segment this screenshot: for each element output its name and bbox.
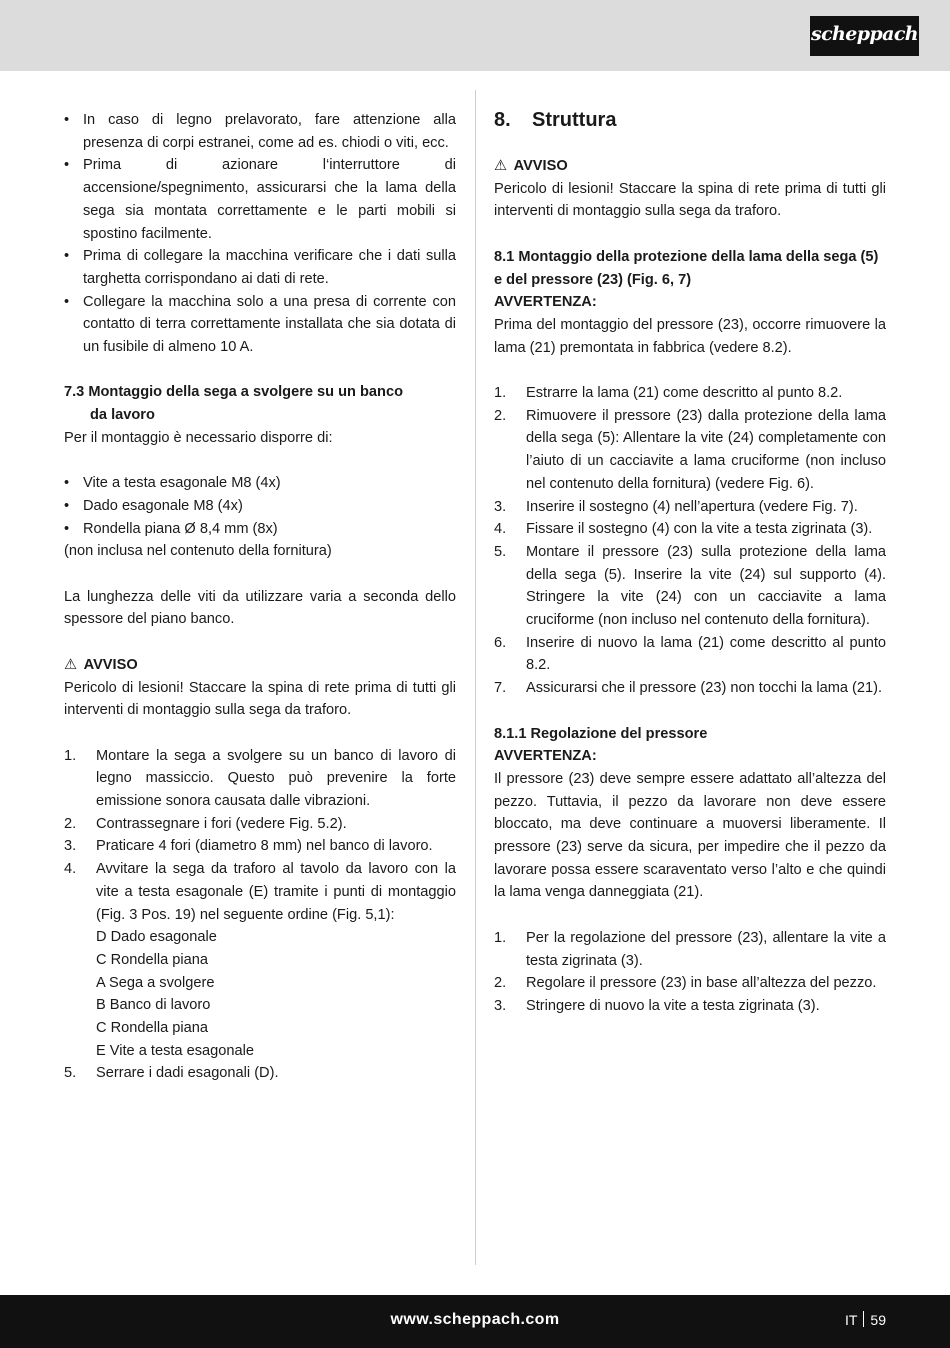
numbered-item: 6. Inserire di nuovo la lama (21) come descritto al punto 8.2. xyxy=(494,634,886,674)
section-heading-7-3: 7.3 Montaggio della sega a svolgere su un banco da lavoro xyxy=(64,384,403,424)
paragraph: Per il montaggio è necessario disporre di: xyxy=(64,429,333,446)
numbered-item: 1. Montare la sega a svolgere su un banco di lavoro di legno massiccio. Questo può prevenire la forte emissione sonora causata dalle vibrazioni. xyxy=(64,747,456,810)
left-column xyxy=(64,109,456,1085)
bullet-icon: • xyxy=(64,520,70,537)
numbered-item: 3. Inserire il sostegno (4) nell’apertura (vedere Fig. 7). xyxy=(494,498,858,515)
website-link[interactable]: www.scheppach.com xyxy=(390,1311,560,1328)
order-item: E Vite a testa esagonale xyxy=(96,1042,254,1059)
page-footer xyxy=(0,1295,950,1348)
notice-heading: AVVERTENZA: xyxy=(494,294,597,311)
list-item: • Vite a testa esagonale M8 (4x) xyxy=(64,472,456,495)
paragraph: La lunghezza delle viti da utilizzare varia a seconda dello spessore del piano banco. xyxy=(64,588,456,628)
list-item: • Rondella piana Ø 8,4 mm (8x) xyxy=(64,518,456,541)
list-item: • Prima di azionare l‘interruttore di accensione/spegnimento, assicurarsi che la lama della sega sia montata correttamente e le parti mobili si spostino facilmente. xyxy=(64,154,456,245)
numbered-item: 3. Stringere di nuovo la vite a testa zigrinata (3). xyxy=(494,997,820,1014)
warning-icon: ⚠ xyxy=(494,158,508,174)
section-heading-8-1: 8.1 Montaggio della protezione della lama della sega (5) e del pressore (23) (Fig. 6, 7) xyxy=(494,248,879,288)
order-list xyxy=(64,926,456,1062)
warning-text: Pericolo di lesioni! Staccare la spina di rete prima di tutti gli interventi di montaggio sulla sega da traforo. xyxy=(494,180,886,220)
separator xyxy=(863,1311,864,1327)
numbered-item: 2. Contrassegnare i fori (vedere Fig. 5.2). xyxy=(64,815,347,832)
bullet-icon: • xyxy=(64,112,70,128)
list-item: • Dado esagonale M8 (4x) xyxy=(64,495,456,518)
notice-heading: AVVERTENZA: xyxy=(494,748,597,765)
order-item: C Rondella piana xyxy=(96,951,208,968)
bullet-icon: • xyxy=(64,475,70,492)
bullet-icon: • xyxy=(64,157,70,174)
order-item: B Banco di lavoro xyxy=(96,997,211,1014)
numbered-item: 7. Assicurarsi che il pressore (23) non tocchi la lama (21). xyxy=(494,680,883,697)
page-number: 59 xyxy=(870,1312,886,1328)
right-column xyxy=(494,109,886,1018)
scheppach-logo xyxy=(810,16,919,56)
section-heading-8: 8. Struttura xyxy=(494,109,617,131)
page-header xyxy=(0,0,950,71)
numbered-item: 1. Estrarre la lama (21) come descritto al punto 8.2. xyxy=(494,385,843,401)
logo-text: scheppach xyxy=(810,23,919,45)
numbered-item: 1. Per la regolazione del pressore (23), allentare la vite a testa zigrinata (3). xyxy=(494,929,886,969)
bullet-icon: • xyxy=(64,293,70,310)
paragraph: Prima del montaggio del pressore (23), occorre rimuovere la lama (21) premontata in fabbrica (vedere 8.2). xyxy=(494,316,886,356)
language-code: IT xyxy=(844,1312,858,1328)
numbered-item: 5. Montare il pressore (23) sulla protezione della lama della sega (5). Inserire la vite (24) sul supporto (4). Stringere la vite (24) con un cacciavite a lama cruciforme (non incluso nel contenuto della fornitura). xyxy=(494,543,886,629)
numbered-item: 2. Rimuovere il pressore (23) dalla protezione della lama della sega (5): Allentare la vite (24) completamente con l’aiuto di un cacciavite a lama cruciforme (non incluso nel contenuto della fornitura) (vedere Fig. 6). xyxy=(494,407,886,492)
warning-heading: ⚠ AVVISO xyxy=(64,656,138,673)
paragraph: (non inclusa nel contenuto della fornitura) xyxy=(64,543,332,560)
numbered-item: 4. Fissare il sostegno (4) con la vite a testa zigrinata (3). xyxy=(494,521,873,538)
list-item: • Collegare la macchina solo a una presa di corrente con contatto di terra correttamente installata che sia dotata di un fusibile di almeno 10 A. xyxy=(64,291,456,359)
section-heading-8-1-1: 8.1.1 Regolazione del pressore xyxy=(494,725,708,742)
numbered-item: 3. Praticare 4 fori (diametro 8 mm) nel banco di lavoro. xyxy=(64,838,433,855)
order-item: A Sega a svolgere xyxy=(96,974,215,991)
numbered-item: 2. Regolare il pressore (23) in base all’altezza del pezzo. xyxy=(494,975,877,992)
warning-heading: ⚠ AVVISO xyxy=(494,158,568,174)
warning-text: Pericolo di lesioni! Staccare la spina di rete prima di tutti gli interventi di montaggio sulla sega da traforo. xyxy=(64,679,456,719)
page-indicator xyxy=(845,1309,886,1332)
order-item: D Dado esagonale xyxy=(96,929,217,946)
bullet-icon: • xyxy=(64,248,70,265)
paragraph: Il pressore (23) deve sempre essere adattato all’altezza del pezzo. Tuttavia, il pezzo da lavorare non deve essere bloccato, ma deve continuare a muoversi liberamente. Il pressore (23) serve da sicura, per impedire che il pezzo da lavorare possa essere scaraventato verso l’alto e che quindi la lama venga danneggiata (21). xyxy=(494,770,886,901)
list-item: • In caso di legno prelavorato, fare attenzione alla presenza di corpi estranei, come ad es. chiodi o viti, ecc. xyxy=(64,109,456,154)
list-item: • Prima di collegare la macchina verificare che i dati sulla targhetta corrispondano ai dati di rete. xyxy=(64,245,456,290)
column-divider xyxy=(475,90,476,1265)
warning-icon: ⚠ xyxy=(64,656,78,673)
numbered-item: 4. Avvitare la sega da traforo al tavolo da lavoro con la vite a testa esagonale (E) tramite i punti di montaggio (Fig. 3 Pos. 19) nel seguente ordine (Fig. 5,1): xyxy=(64,861,456,923)
numbered-item: 5. Serrare i dadi esagonali (D). xyxy=(64,1065,279,1082)
bullet-icon: • xyxy=(64,497,70,514)
order-item: C Rondella piana xyxy=(96,1020,208,1037)
